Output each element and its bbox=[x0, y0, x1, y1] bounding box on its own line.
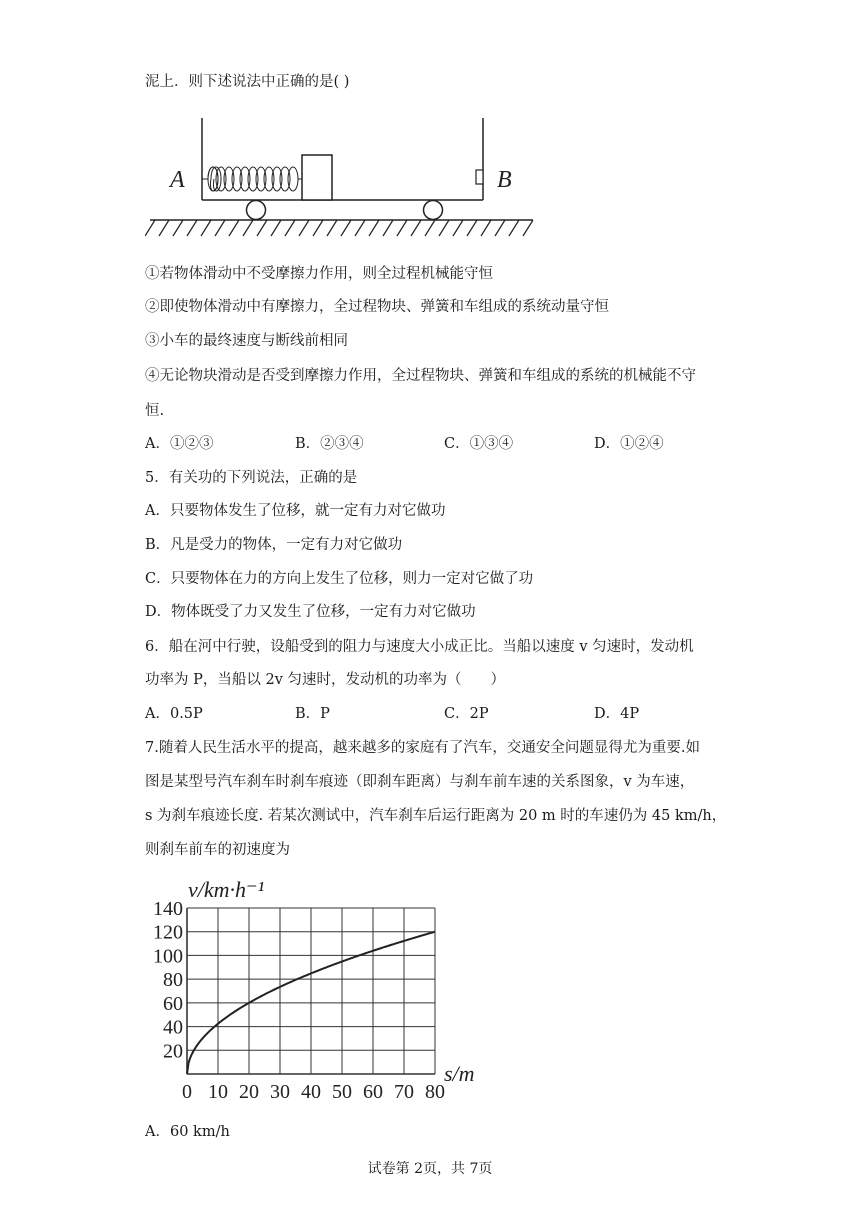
chart-y-tick-label: 60 bbox=[163, 992, 183, 1015]
q4-option-d: D．①②④ bbox=[594, 436, 664, 452]
q7-option-a: A．60 km/h bbox=[145, 1124, 230, 1140]
chart-x-tick-label: 30 bbox=[270, 1081, 290, 1103]
wheel-right bbox=[424, 201, 443, 220]
q6-option-d: D．4P bbox=[594, 706, 640, 722]
braking-distance-chart bbox=[140, 868, 500, 1108]
q6-option-b: B．P bbox=[295, 706, 330, 722]
q5-stem: 5．有关功的下列说法，正确的是 bbox=[145, 470, 358, 486]
q5-option-d: D．物体既受了力又发生了位移，一定有力对它做功 bbox=[145, 604, 476, 620]
chart-ylabel: v/km·h⁻¹ bbox=[188, 877, 265, 902]
chart-y-tick-label: 80 bbox=[163, 969, 183, 992]
q7-stem-line-1: 7.随着人民生活水平的提高，越来越多的家庭有了汽车，交通安全问题显得尤为重要.如 bbox=[145, 740, 700, 756]
q6-stem-line-2: 功率为 P，当船以 2v 匀速时，发动机的功率为（ ） bbox=[145, 672, 505, 688]
q7-stem-line-4: 则刹车前车的初速度为 bbox=[145, 842, 290, 858]
q4-statement-4: ④无论物块滑动是否受到摩擦力作用，全过程物块、弹簧和车组成的系统的机械能不守 bbox=[145, 368, 696, 384]
q5-option-a: A．只要物体发生了位移，就一定有力对它做功 bbox=[145, 503, 446, 519]
chart-x-tick-label: 50 bbox=[332, 1081, 352, 1103]
chart-x-tick-label: 40 bbox=[301, 1081, 321, 1103]
chart-x-tick-label: 20 bbox=[239, 1081, 259, 1103]
q7-stem-line-3: s 为刹车痕迹长度. 若某次测试中，汽车刹车后运行距离为 20 m 时的车速仍为 45 km/h， bbox=[145, 808, 727, 824]
q7-stem-line-2: 图是某型号汽车刹车时刹车痕迹（即刹车距离）与刹车前车速的关系图象，v 为车速， bbox=[145, 774, 695, 790]
chart-x-tick-label: 10 bbox=[208, 1081, 228, 1103]
label-a: A bbox=[170, 167, 185, 193]
q5-option-b: B．凡是受力的物体，一定有力对它做功 bbox=[145, 537, 403, 553]
q4-statement-1: ①若物体滑动中不受摩擦力作用，则全过程机械能守恒 bbox=[145, 266, 493, 282]
wheel-left bbox=[247, 201, 266, 220]
q6-stem-line-1: 6．船在河中行驶，设船受到的阻力与速度大小成正比。当船以速度 v 匀速时，发动机 bbox=[145, 639, 694, 655]
chart-x-tick-label: 70 bbox=[394, 1081, 414, 1103]
chart-y-tick-label: 20 bbox=[163, 1040, 183, 1063]
page-footer: 试卷第 2页，共 7页 bbox=[367, 1161, 493, 1177]
ground-hatch bbox=[145, 220, 533, 236]
chart-x-tick-label: 60 bbox=[363, 1081, 383, 1103]
chart-y-tick-label: 40 bbox=[163, 1016, 183, 1039]
stopper bbox=[476, 170, 483, 184]
q4-option-a: A．①②③ bbox=[145, 436, 214, 452]
q6-option-a: A．0.5P bbox=[145, 706, 203, 722]
q4-statement-2: ②即使物体滑动中有摩擦力，全过程物块、弹簧和车组成的系统动量守恒 bbox=[145, 299, 609, 315]
chart-x-tick-label: 80 bbox=[425, 1081, 445, 1103]
chart-x-tick-label: 0 bbox=[182, 1081, 192, 1103]
q4-stem-tail: 泥上．则下述说法中正确的是( ) bbox=[145, 74, 350, 90]
chart-y-tick-label: 100 bbox=[153, 945, 183, 968]
chart-y-tick-label: 140 bbox=[153, 898, 183, 920]
q4-statement-3: ③小车的最终速度与断线前相同 bbox=[145, 333, 348, 349]
label-b: B bbox=[497, 167, 512, 193]
q6-option-c: C．2P bbox=[444, 706, 489, 722]
q4-option-b: B．②③④ bbox=[295, 436, 364, 452]
q5-option-c: C．只要物体在力的方向上发生了位移，则力一定对它做了功 bbox=[145, 571, 534, 587]
q4-option-c: C．①③④ bbox=[444, 436, 514, 452]
spring-cart-figure bbox=[145, 115, 545, 245]
block bbox=[302, 155, 332, 200]
chart-y-tick-label: 120 bbox=[153, 921, 183, 944]
q4-statement-4-cont: 恒. bbox=[145, 403, 165, 419]
chart-xlabel: s/m bbox=[444, 1061, 475, 1086]
